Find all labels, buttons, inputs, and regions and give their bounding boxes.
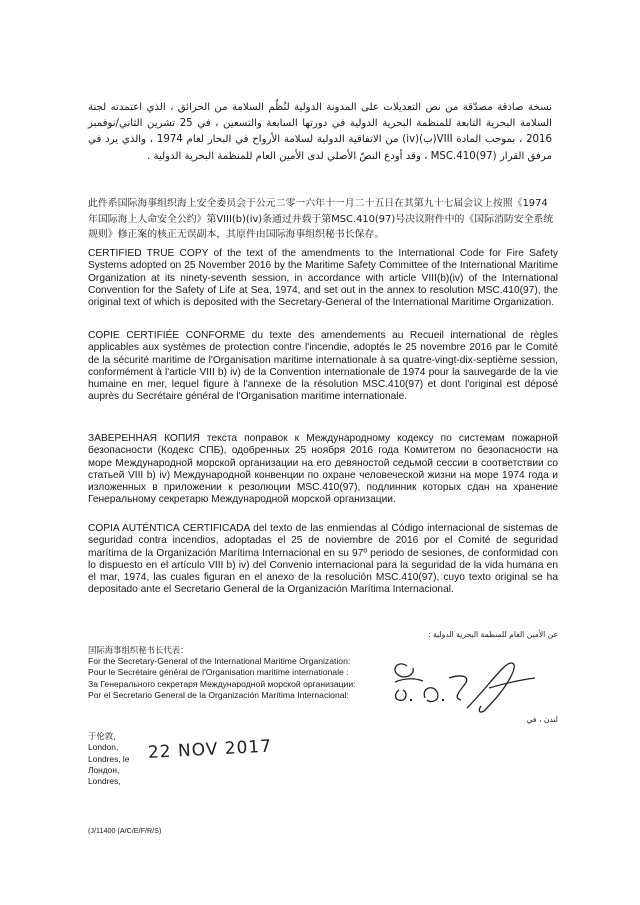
russian-certification: ЗАВЕРЕННАЯ КОПИЯ текста поправок к Международному кодексу по системам пожарной безопасности (Кодекс СПБ), одобренных 25 ноября 2016 года Комитетом по безопасности на море Международной морской организации на его девяностой седьмой сессии в соответствии со статьей VIII b) iv) Международной конвенции по охране человеческой жизни на море 1974 года и изложенных в приложении к резолюции MSC.410(97), подлинник которых сдан на хранение Генеральному секретарю Международной морской организации. bbox=[88, 433, 558, 506]
signature-label-russian: За Генерального секретаря Международной морской организации: bbox=[88, 678, 356, 689]
document-reference: (J/11400 (A/C/E/F/R/S) bbox=[88, 826, 162, 835]
place-label-arabic: لندن ، في bbox=[526, 715, 558, 724]
handwritten-date: 22 NOV 2017 bbox=[147, 736, 273, 763]
signature-label-french: Pour le Secrétaire général de l'Organisation maritime internationale : bbox=[88, 667, 349, 678]
place-label-spanish: Londres, bbox=[88, 776, 121, 787]
signature-label-chinese: 国际海事组织秘书长代表： bbox=[88, 645, 189, 655]
arabic-certification: نسخة صادقة مصدّقة من نص التعديلات على المدونة الدولية لنُظُم السلامة من الحرائق ، الذي اعتمدته لجنة السلامة البحرية التابعة للمنظمة البحرية الدولية في دورتها السابعة والتسعين ، في 25 تشرين الثاني/نوفمبر 2016 ، بموجب المادة VIII(ب)(iv) من الاتفاقية الدولية لسلامة الأرواح في البحار لعام 1974 ، والذي يرد في مرفق القرار MSC.410(97) ، وقد أودع النصّ الأصلي لدى الأمين العام للمنظمة البحرية الدولية . bbox=[88, 102, 552, 162]
french-certification: COPIE CERTIFIÉE CONFORME du texte des amendements au Recueil international de règles applicables aux systèmes de protection contre l'incendie, adoptés le 25 novembre 2016 par le Comité de la sécurité maritime de l'Organisation maritime internationale à sa quatre-vingt-dix-septième session, conformément à l'article VIII b) iv) de la Convention internationale de 1974 pour la sauvegarde de la vie humaine en mer, lequel figure à l'annexe de la résolution MSC.410(97) et dont l'original est déposé auprès du Secrétaire général de l'Organisation maritime internationale. bbox=[88, 330, 558, 403]
place-label-french: Londres, le bbox=[88, 753, 130, 764]
spanish-certification: COPIA AUTÉNTICA CERTIFICADA del texto de las enmiendas al Código internacional de sistemas de seguridad contra incendios, adoptadas el 25 de noviembre de 2016 por el Comité de seguridad marítima de la Organización Marítima Internacional en su 97º periodo de sesiones, de conformidad con lo dispuesto en el artículo VIII b) iv) del Convenio internacional para la seguridad de la vida humana en el mar, 1974, las cuales figuran en el anexo de la resolución MSC.410(97), cuyo texto original se ha depositado ante el Secretario General de la Organización Marítima Internacional. bbox=[88, 523, 558, 596]
place-label-russian: Лондон, bbox=[88, 764, 120, 775]
chinese-certification: 此件系国际海事组织海上安全委员会于公元二零一六年十一月二十五日在其第九十七届会议上按照《1974年国际海上人命安全公约》第VIII(b)(iv)条通过并载于第MSC.410(97)号决议附件中的《国际消防安全系统规则》修正案的核正无误副本，其原件由国际海事组织秘书长保存。 bbox=[88, 198, 554, 241]
signature-labels bbox=[88, 645, 408, 701]
english-certification: CERTIFIED TRUE COPY of the text of the amendments to the International Code for Fire Safety Systems adopted on 25 November 2016 by the Maritime Safety Committee of the International Maritime Organization at its ninety-seventh session, in accordance with article VIII(b)(iv) of the International Convention for the Safety of Life at Sea, 1974, and set out in the annex to resolution MSC.410(97), the original text of which is deposited with the Secretary-General of the International Maritime Organization. bbox=[88, 248, 558, 309]
handwritten-signature bbox=[385, 648, 555, 720]
signature-label-spanish: Por el Secretario General de la Organización Marítima Internacional: bbox=[88, 689, 349, 700]
place-label-english: London, bbox=[88, 742, 119, 753]
place-label-chinese: 于伦敦， bbox=[88, 731, 122, 741]
signature-label-arabic: عن الأمين العام للمنظمة البحرية الدولية : bbox=[428, 630, 558, 639]
signature-label-english: For the Secretary-General of the International Maritime Organization: bbox=[88, 656, 351, 667]
